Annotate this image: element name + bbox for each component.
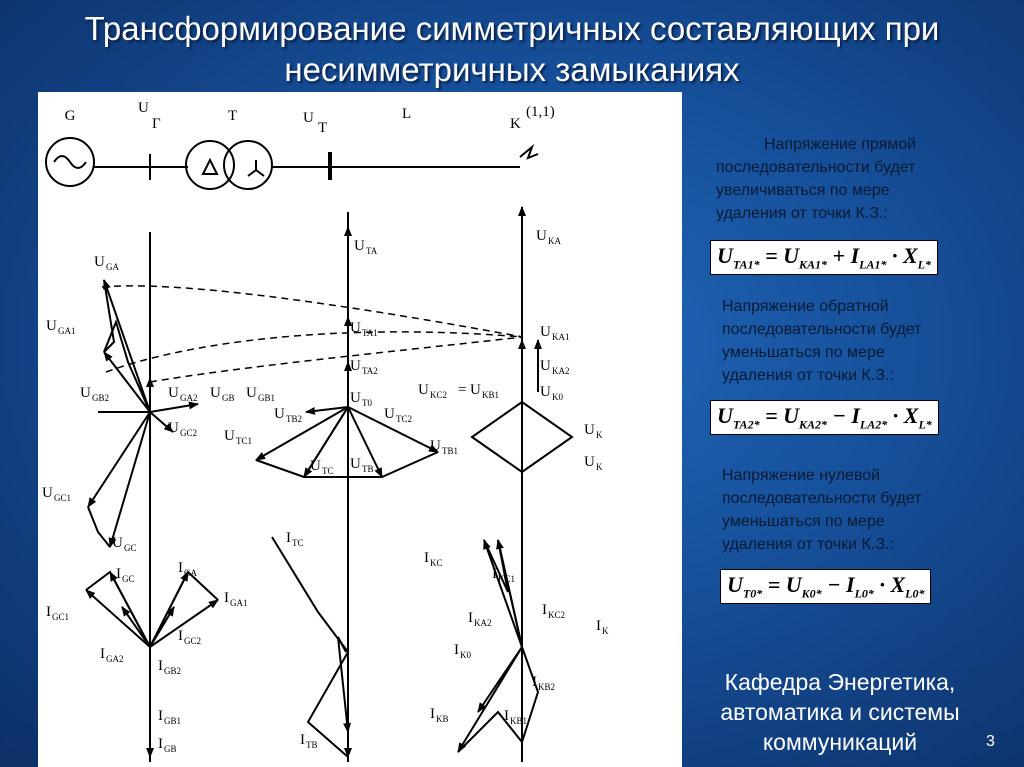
diagram-label: I xyxy=(286,530,291,546)
diagram-label: K xyxy=(596,430,603,440)
diagram-label: TC xyxy=(322,466,334,476)
diagram-label: GA1 xyxy=(58,326,76,336)
diagram-label: GC2 xyxy=(180,428,198,438)
sine-icon xyxy=(54,156,86,168)
formula-negative: $U_{TA2*} = U_{KA2*} - I_{LA2*} \cdot X_{L*}$ xyxy=(710,400,939,435)
diagram-label: GB2 xyxy=(92,393,110,403)
label-ut: U xyxy=(303,110,314,126)
diagram-label: U xyxy=(540,358,551,374)
diagram-label: U xyxy=(350,358,361,374)
fault-icon xyxy=(520,147,538,158)
diagram-label: I xyxy=(100,646,105,662)
diagram-label: KB1 xyxy=(482,390,500,400)
itc-vector xyxy=(272,537,348,652)
arrow-ikc xyxy=(484,540,522,647)
diagram-label: = xyxy=(458,382,467,398)
diagram-label: TB xyxy=(362,464,374,474)
diagram-label: U xyxy=(224,428,235,444)
diagram-label: KC xyxy=(430,558,443,568)
diagram-label: U xyxy=(350,456,361,472)
diagram-label: I xyxy=(424,550,429,566)
diagram-label: KA2 xyxy=(474,618,492,628)
arrow-ugc xyxy=(110,412,150,547)
diagram-label: KC1 xyxy=(498,574,516,584)
diagram-label: U xyxy=(112,535,123,551)
diagram-label: GC2 xyxy=(184,636,202,646)
diagram-label: TA xyxy=(366,246,378,256)
diagram-label: K0 xyxy=(552,392,563,402)
diagram-label: U xyxy=(168,385,179,401)
formula-positive: $U_{TA1*} = U_{KA1*} + I_{LA1*} \cdot X_{L*}$ xyxy=(710,240,938,275)
diagram-label: U xyxy=(540,384,551,400)
title-line-1: Трансформирование симметричных составляющих при xyxy=(84,10,940,47)
diagram-label: U xyxy=(430,438,441,454)
diagram-label: I xyxy=(178,628,183,644)
diagram-label: U xyxy=(246,385,257,401)
diagram-label: I xyxy=(158,708,163,724)
diagram-label: KB xyxy=(436,714,449,724)
department-name: Кафедра Энергетика, автоматика и системы коммуникаций xyxy=(720,669,960,755)
label-k: K xyxy=(510,116,521,132)
diagram-label: GB1 xyxy=(258,393,276,403)
diagram-label: KA2 xyxy=(552,366,570,376)
diagram-label: T0 xyxy=(362,398,372,408)
diagram-label: I xyxy=(46,604,51,620)
diagram-label: GC xyxy=(124,543,137,553)
label-k-fault-type: (1,1) xyxy=(526,104,555,120)
label-ut-sub: T xyxy=(318,120,328,136)
diagram-label: U xyxy=(584,454,595,470)
diagram-label: U xyxy=(354,238,365,254)
label-t: T xyxy=(228,108,238,124)
diagram-label: GC xyxy=(122,574,135,584)
diagram-label: I xyxy=(492,566,497,582)
diagram-label: GB1 xyxy=(164,716,182,726)
diagram-label: U xyxy=(94,254,105,270)
diagram-label: GA xyxy=(184,568,197,578)
fault-voltage-labels xyxy=(418,228,603,472)
arrow-igc1 xyxy=(86,590,150,647)
title-line-2: несимметричных замыканиях xyxy=(284,51,740,88)
diagram-label: U xyxy=(46,318,57,334)
slide-title xyxy=(0,8,1024,90)
diagram-label: I xyxy=(430,706,435,722)
arrow-ikb2 xyxy=(478,647,522,712)
diagram-label: GA xyxy=(106,262,119,272)
transformer-current-labels xyxy=(286,530,318,750)
note-negative-sequence: Напряжение обратной последовательности будет уменьшаться по мере удаления от точки К.З.: xyxy=(722,298,922,384)
diagram-label: U xyxy=(210,385,221,401)
diagram-label: U xyxy=(350,390,361,406)
diagram-label: U xyxy=(584,422,595,438)
label-ug: U xyxy=(138,100,149,116)
label-l: L xyxy=(402,106,412,122)
generator-voltage-labels xyxy=(42,254,275,553)
diagram-label: I xyxy=(158,658,163,674)
diagram-label: GA2 xyxy=(106,654,124,664)
diagram-label: U xyxy=(536,228,547,244)
transformer-winding-1 xyxy=(186,141,234,189)
diagram-label: TB xyxy=(306,740,318,750)
page-number: 3 xyxy=(986,733,995,750)
diagram-label: I xyxy=(158,736,163,752)
diagram-label: U xyxy=(540,324,551,340)
diagram-label: GC1 xyxy=(54,493,72,503)
diagram-label: GA1 xyxy=(230,598,248,608)
diagram-label: U xyxy=(274,406,285,422)
diagram-label: I xyxy=(224,590,229,606)
arrow-ugc1 xyxy=(88,412,150,507)
diagram-label: KA xyxy=(548,236,561,246)
diagram-label: KB2 xyxy=(538,682,556,692)
diagram-label: K xyxy=(596,462,603,472)
diagram-label: I xyxy=(596,618,601,634)
diagram-label: KC2 xyxy=(430,390,448,400)
diagram-label: U xyxy=(310,458,321,474)
diagram-label: GC1 xyxy=(52,612,70,622)
diagram-label: TC1 xyxy=(236,436,253,446)
diagram-label: U xyxy=(42,485,53,501)
diagram-label: K0 xyxy=(460,650,471,660)
diagram-label: GB xyxy=(222,393,235,403)
diagram-label: I xyxy=(178,560,183,576)
diagram-label: U xyxy=(384,406,395,422)
diagram-label: TA1 xyxy=(362,328,378,338)
diagram-label: I xyxy=(300,732,305,748)
vector-diagram-panel xyxy=(38,92,682,767)
diagram-label: I xyxy=(116,566,121,582)
diagram-label: TA2 xyxy=(362,366,378,376)
diagram-label: K xyxy=(602,626,609,636)
note-positive-sequence: Напряжение прямой последовательности будет увеличиваться по мере удаления от точки К.З.: xyxy=(716,136,917,222)
diagram-label: U xyxy=(418,382,429,398)
diagram-label: KA1 xyxy=(552,332,570,342)
diagram-label: I xyxy=(542,602,547,618)
diagram-label: TC2 xyxy=(396,414,413,424)
diagram-label: U xyxy=(350,320,361,336)
diagram-label: TB1 xyxy=(442,446,459,456)
diagram-label: I xyxy=(532,674,537,690)
diagram-label: U xyxy=(168,420,179,436)
delta-icon xyxy=(203,160,217,174)
diagram-label: TB2 xyxy=(286,414,303,424)
formula-zero: $U_{T0*} = U_{K0*} - I_{L0*} \cdot X_{L0*}$ xyxy=(720,569,931,604)
diagram-label: KC2 xyxy=(548,610,566,620)
label-ug-sub: Г xyxy=(152,116,161,132)
arrow-uga2 xyxy=(150,404,198,412)
note-zero-sequence: Напряжение нулевой последовательности будет уменьшаться по мере удаления от точки К.З.: xyxy=(722,467,922,553)
diagram-label: GB xyxy=(164,744,177,754)
wye-icon xyxy=(248,160,264,176)
diagram-label: U xyxy=(470,382,481,398)
diagram-label: KB1 xyxy=(510,716,528,726)
generator-current-labels xyxy=(46,560,248,754)
diagram-label: GA2 xyxy=(180,393,198,403)
vector-diagram xyxy=(38,92,682,767)
diagram-label: U xyxy=(80,385,91,401)
diagram-label: I xyxy=(468,610,473,626)
diagram-label: I xyxy=(504,708,509,724)
diagram-label: I xyxy=(454,642,459,658)
transformer-winding-2 xyxy=(224,141,272,189)
diagram-label: GB2 xyxy=(164,666,182,676)
fault-current-labels xyxy=(424,550,609,726)
label-g: G xyxy=(64,108,76,124)
diagram-label: TC xyxy=(292,538,304,548)
